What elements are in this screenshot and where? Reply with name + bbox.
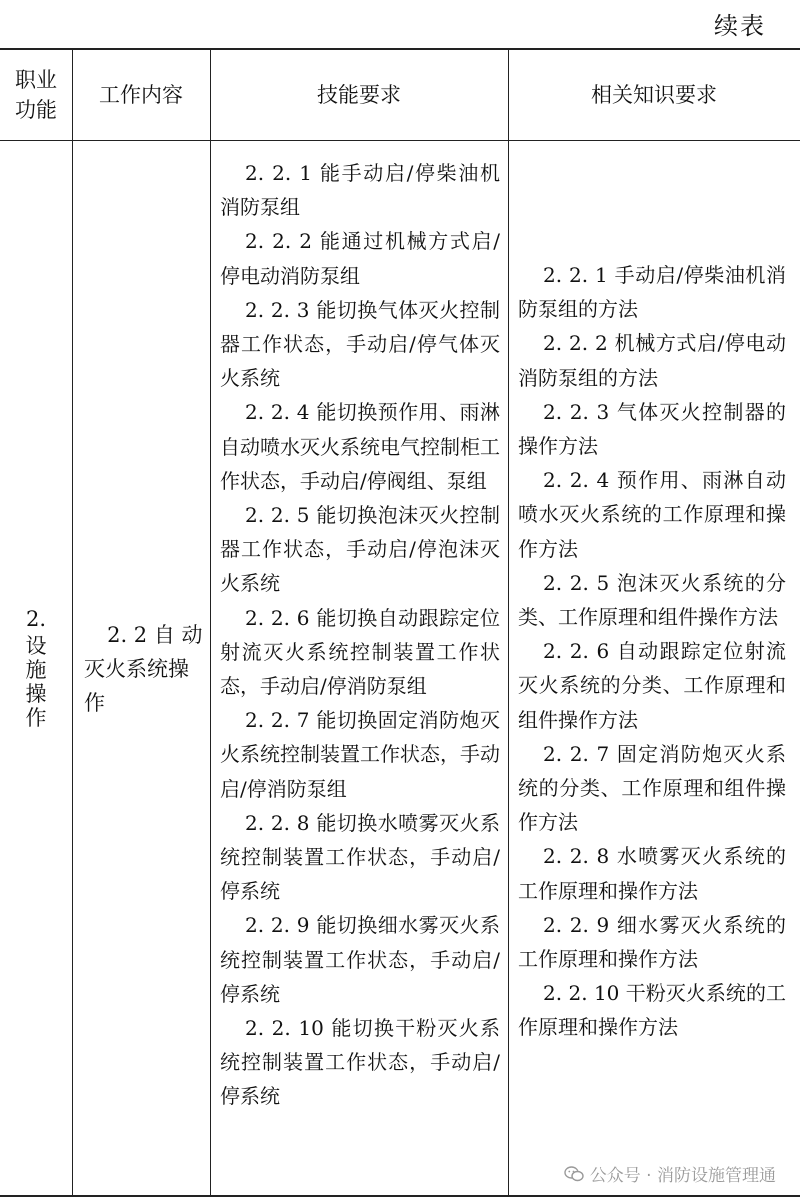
column-divider-1 <box>72 48 73 1196</box>
knowledge-item: 2. 2. 5 泡沫灭火系统的分类、工作原理和组件操作方法 <box>518 570 786 630</box>
function-cell <box>14 606 58 730</box>
knowledge-item: 2. 2. 10 干粉灭火系统的工作原理和操作方法 <box>518 981 786 1040</box>
competency-table <box>0 48 800 1197</box>
skill-item: 2. 2. 1 能手动启/停柴油机消防泵组 <box>220 161 500 220</box>
function-number: 2. <box>25 607 47 631</box>
knowledge-item: 2. 2. 9 细水雾灭火系统的工作原理和操作方法 <box>518 912 786 972</box>
column-divider-3 <box>508 48 509 1196</box>
wechat-icon <box>564 1166 584 1182</box>
watermark-text: 公众号 · 消防设施管理通 <box>589 1166 776 1186</box>
header-function: 职业功能 <box>15 68 57 122</box>
skill-item: 2. 2. 5 能切换泡沫灭火控制器工作状态，手动启/停泡沫灭火系统 <box>220 503 500 596</box>
knowledge-item: 2. 2. 8 水喷雾灭火系统的工作原理和操作方法 <box>518 844 786 903</box>
header-bottom-border <box>0 140 800 141</box>
table-bottom-border <box>0 1195 800 1197</box>
knowledge-item: 2. 2. 4 预作用、雨淋自动喷水灭火系统的工作原理和操作方法 <box>518 468 786 561</box>
work-content-line: 灭火系统操 <box>84 657 189 681</box>
skill-item: 2. 2. 2 能通过机械方式启/停电动消防泵组 <box>220 229 500 288</box>
knowledge-item: 2. 2. 2 机械方式启/停电动消防泵组的方法 <box>518 331 786 390</box>
header-skills: 技能要求 <box>317 83 401 107</box>
skill-item: 2. 2. 7 能切换固定消防炮灭火系统控制装置工作状态，手动启/停消防泵组 <box>220 708 500 801</box>
knowledge-item: 2. 2. 1 手动启/停柴油机消防泵组的方法 <box>518 263 786 322</box>
continuation-label: 续表 <box>714 12 766 40</box>
knowledge-cell <box>518 258 786 1045</box>
skill-item: 2. 2. 8 能切换水喷雾灭火系统控制装置工作状态，手动启/停系统 <box>220 810 500 904</box>
header-content: 工作内容 <box>99 83 183 107</box>
knowledge-item: 2. 2. 6 自动跟踪定位射流灭火系统的分类、工作原理和组件操作方法 <box>518 639 786 732</box>
header-knowledge: 相关知识要求 <box>591 83 717 107</box>
function-name: 设施操作 <box>25 634 47 730</box>
work-content-line: 2. 2 自 动 <box>107 623 203 647</box>
skill-item: 2. 2. 3 能切换气体灭火控制器工作状态，手动启/停气体灭火系统 <box>220 297 500 391</box>
work-content-line: 作 <box>84 691 105 715</box>
knowledge-item: 2. 2. 7 固定消防炮灭火系统的分类、工作原理和组件操作方法 <box>518 741 786 835</box>
watermark <box>564 1161 776 1186</box>
skill-item: 2. 2. 10 能切换干粉灭火系统控制装置工作状态，手动启/停系统 <box>220 1016 500 1109</box>
skills-cell <box>220 156 500 1114</box>
knowledge-item: 2. 2. 3 气体灭火控制器的操作方法 <box>518 399 786 459</box>
work-content-cell <box>84 618 204 720</box>
skill-item: 2. 2. 6 能切换自动跟踪定位射流灭火系统控制装置工作状态，手动启/停消防泵组 <box>220 605 500 699</box>
column-divider-2 <box>210 48 211 1196</box>
skill-item: 2. 2. 4 能切换预作用、雨淋自动喷水灭火系统电气控制柜工作状态，手动启/停阀组、泵组 <box>220 400 500 493</box>
skill-item: 2. 2. 9 能切换细水雾灭火系统控制装置工作状态，手动启/停系统 <box>220 913 500 1006</box>
